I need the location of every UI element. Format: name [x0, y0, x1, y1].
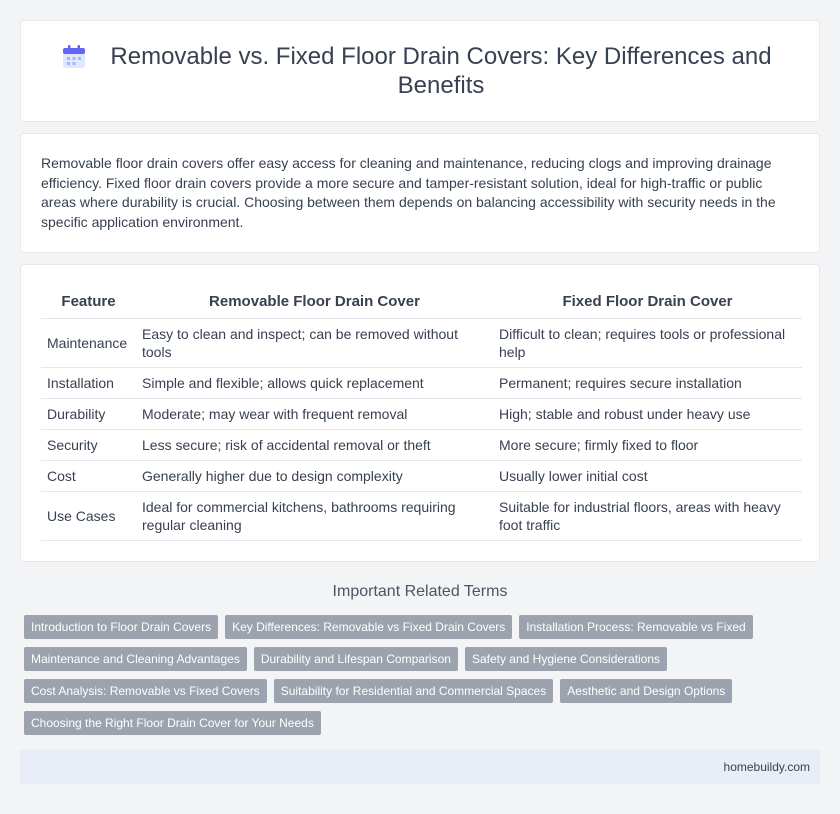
removable-cell: Easy to clean and inspect; can be removed without tools [136, 319, 493, 368]
footer-site-link[interactable]: homebuildy.com [723, 760, 810, 774]
table-row [41, 430, 802, 461]
fixed-cell: Suitable for industrial floors, areas with heavy foot traffic [493, 492, 802, 541]
related-term-tag[interactable]: Safety and Hygiene Considerations [465, 647, 667, 671]
removable-cell: Ideal for commercial kitchens, bathrooms requiring regular cleaning [136, 492, 493, 541]
comparison-card [20, 264, 820, 562]
column-header: Fixed Floor Drain Cover [493, 285, 802, 319]
related-term-tag[interactable]: Cost Analysis: Removable vs Fixed Covers [24, 679, 267, 703]
related-terms-list [24, 615, 814, 735]
fixed-cell: Usually lower initial cost [493, 461, 802, 492]
removable-cell: Moderate; may wear with frequent removal [136, 399, 493, 430]
feature-cell: Cost [41, 461, 136, 492]
related-term-tag[interactable]: Installation Process: Removable vs Fixed [519, 615, 752, 639]
related-term-tag[interactable]: Key Differences: Removable vs Fixed Drain Covers [225, 615, 512, 639]
page-title: Removable vs. Fixed Floor Drain Covers: Key Differences and Benefits [110, 43, 772, 99]
related-term-tag[interactable]: Suitability for Residential and Commercial Spaces [274, 679, 553, 703]
related-term-tag[interactable]: Choosing the Right Floor Drain Cover for Your Needs [24, 711, 321, 735]
fixed-cell: High; stable and robust under heavy use [493, 399, 802, 430]
removable-cell: Less secure; risk of accidental removal or theft [136, 430, 493, 461]
fixed-cell: Permanent; requires secure installation [493, 368, 802, 399]
fixed-cell: More secure; firmly fixed to floor [493, 430, 802, 461]
calendar-icon [61, 44, 87, 70]
feature-cell: Maintenance [41, 319, 136, 368]
removable-cell: Simple and flexible; allows quick replacement [136, 368, 493, 399]
footer [20, 750, 820, 784]
feature-cell: Durability [41, 399, 136, 430]
related-term-tag[interactable]: Maintenance and Cleaning Advantages [24, 647, 247, 671]
intro-card [20, 133, 820, 253]
intro-text: Removable floor drain covers offer easy access for cleaning and maintenance, reducing clogs and improving drainage efficiency. Fixed floor drain covers provide a more secure and tamper-resistant solution, ideal for high-traffic or public areas where durability is crucial. Choosing between them depends on balancing accessibility with security needs in the specific application environment. [41, 155, 776, 230]
removable-cell: Generally higher due to design complexity [136, 461, 493, 492]
table-row [41, 399, 802, 430]
feature-cell: Security [41, 430, 136, 461]
header-card [20, 20, 820, 122]
table-row [41, 368, 802, 399]
table-row [41, 319, 802, 368]
related-term-tag[interactable]: Aesthetic and Design Options [560, 679, 732, 703]
feature-cell: Installation [41, 368, 136, 399]
table-header-row [41, 285, 802, 319]
table-row [41, 461, 802, 492]
comparison-table [41, 285, 802, 541]
feature-cell: Use Cases [41, 492, 136, 541]
column-header: Feature [41, 285, 136, 319]
related-term-tag[interactable]: Introduction to Floor Drain Covers [24, 615, 218, 639]
related-term-tag[interactable]: Durability and Lifespan Comparison [254, 647, 458, 671]
related-terms-title: Important Related Terms [332, 583, 508, 600]
column-header: Removable Floor Drain Cover [136, 285, 493, 319]
table-row [41, 492, 802, 541]
fixed-cell: Difficult to clean; requires tools or professional help [493, 319, 802, 368]
